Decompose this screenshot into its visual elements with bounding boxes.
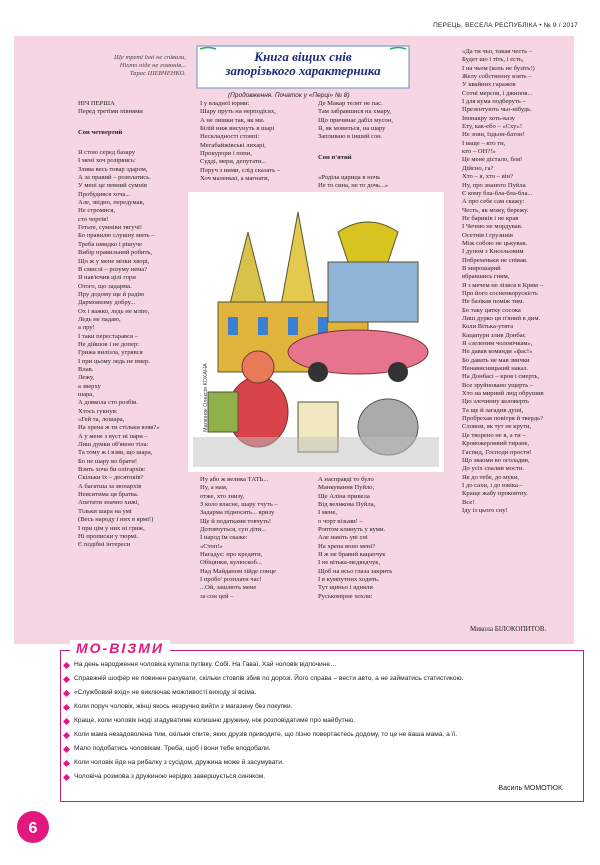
poem-line: Я з мечем не лізвся в Крим – <box>462 281 543 289</box>
movizmy-item: На день народження чоловіка купила путівку. Собі. На Гаваї. Хай чоловік відпочине… <box>74 661 337 668</box>
poem-line: кто – ОН?!» <box>462 148 496 156</box>
poem-line: Не бариків і не крав <box>462 214 519 222</box>
movizmy-item: Краще, коли чоловік іноді згадуватиме колишню дружину, ніж розповідатиме про майбутню. <box>74 717 355 724</box>
poem-line: Прокурори і попи, <box>200 150 252 158</box>
poem-column-4 <box>462 48 572 515</box>
poem-line: Влав. <box>78 365 94 373</box>
poem-line: Не стромися, <box>78 207 116 215</box>
movizmy-item: Коли мама незадоволена тим, скільки спите, яких друзів приводите, що пізно повертаєтесь додому, то це не ваша мама, а її. <box>74 731 458 738</box>
poem-line: Бо правилю слушну мить – <box>78 232 155 240</box>
poem-line: Це мене дістало, бля! <box>462 156 523 164</box>
movizmy-item: Чоловіча розмова з дружиною нерідко завершується синяком. <box>74 773 266 780</box>
poem-line: Між собою не цькував. <box>462 239 528 247</box>
poem-line: Все зруйновано ущерть – <box>462 381 534 389</box>
subtitle: (Продовження. Початок у «Перці» № 8) <box>228 92 350 99</box>
poem-line: Бо не шару во брати! <box>78 457 138 465</box>
poem-line: «Да ти чьо, такая честь – <box>462 48 533 55</box>
poem-line: Інонакру хоть-казу <box>462 114 515 122</box>
poem-line: «Гей та, лошара, <box>78 416 125 424</box>
poem-line: Гетьте, сумніви тягучі! <box>78 224 143 232</box>
movizmy-item: Коли чоловік йде на рибалку з сусідом, дружина може й засумувати. <box>74 759 284 766</box>
epigraph-line: Ще треті їхні не співали, <box>114 54 186 61</box>
title-line-2: запорізького характерника <box>225 63 381 78</box>
poem-line: Скільки їх – десятоків? <box>78 474 144 482</box>
poem-line: Осетнів і грузинів <box>462 231 513 239</box>
poem-line: Грижа вилізла, угрявся <box>78 349 143 357</box>
poem-line: І таки перестарався – <box>78 332 138 340</box>
poem-line: І при цьому ледь не вмер. <box>78 357 150 365</box>
poem-line: Та ще й загадив душі, <box>462 406 524 414</box>
poem-line: І для кума подберуть – <box>462 98 526 106</box>
poem-line: Хто на мирний люд обрушив <box>462 390 544 398</box>
poem-line: На Донбасі – кров і смерть, <box>462 373 540 381</box>
movizmy-item: Коли поруч чоловік, жінці якось незручно вийти з магазину без покупки. <box>74 703 293 710</box>
poem-line: А не лишки так, як ми. <box>200 116 265 124</box>
poem-line: І до сахи, і до ювіка – <box>462 481 523 489</box>
poem-line: Не базікав поміж тим. <box>462 298 524 306</box>
poem-line: Честь, як можу, бережу. <box>462 206 529 214</box>
poem-line: І на чьом (коль не бузіть!) <box>462 64 535 72</box>
poem-line: Що зваоми во оголадив, <box>462 456 530 464</box>
poem-line: Все! <box>462 498 475 506</box>
poem-line: НІЧ ПЕРША <box>78 100 115 107</box>
poem-line: І ваще – кто ти, <box>462 139 506 147</box>
poem-line: Ну, а нам, <box>200 484 228 492</box>
epigraph-line: Ніхто ніде не гомонів... <box>119 62 186 69</box>
poem-line <box>78 117 188 123</box>
poem-line: Про його сосненкорускість <box>462 289 539 297</box>
poem-line: Роптом клинуть у куми. <box>318 526 386 534</box>
poem-line: Коли Вітька-утята <box>462 323 514 331</box>
poem-line: «Роділа царица в ночь <box>318 174 381 182</box>
movizmy-item: «Службовий вхід» не виключає можливості виходу зі всіма. <box>74 689 257 696</box>
poem-line: Нескладності стовпі: <box>200 133 260 141</box>
movizmy-title: МО-ВІЗМИ <box>70 640 170 656</box>
poem-line: І дупом з Кисельовим <box>462 248 524 256</box>
poem-line: Нагадує: про кредити, <box>200 551 263 559</box>
poem-line: Але навіть уві сні <box>318 534 368 542</box>
poem-line: Ну або ж велика ТАТЬ... <box>200 476 269 483</box>
poem-line: Бо давать не мав звички <box>462 356 530 364</box>
poem-line: Лиш дурко ця п'яний в дим. <box>462 315 541 322</box>
poem-line: Дотовчуться, сун діти... <box>200 526 267 534</box>
poem-line: о чорт візьми! – <box>318 517 363 525</box>
poem-line: Цю злочинну коловерть <box>462 398 529 406</box>
poem-column-1 <box>78 100 188 550</box>
poem-line: Ледь не падаю, <box>78 315 121 323</box>
poem-line: І не вітька-медведчук, <box>318 559 381 567</box>
poem-line: І Чечню не мордував. <box>462 223 523 231</box>
poem-line: І народ їм скаже: <box>200 534 248 542</box>
poem-line: Пру додому ще й радію <box>78 290 145 298</box>
poem-line: А багатша за монархів <box>78 482 142 490</box>
poem-line: Не дійшов і не допер: <box>78 340 140 348</box>
poem-author: Микола БІЛОКОПИТОВ. <box>470 625 547 633</box>
poem-column-2 <box>200 100 310 183</box>
poem-line: Щоб на всьо глаза закрить <box>318 567 393 575</box>
poem-line: Треба швидко і рішуче <box>78 240 143 248</box>
poem-line: Мегабайжівські лихарі, <box>200 141 266 149</box>
poem-line: Як до тебе, до муки, <box>462 473 519 481</box>
poem-line: Апетити значно хижі, <box>78 499 140 507</box>
poem-line: Лиш думки об'явою тіла: <box>78 441 149 449</box>
poem-line: А довкола сто розбів. <box>78 399 138 407</box>
poem-line: Презентують чьо-нібудь. <box>462 106 532 114</box>
poem-line: Сотні мерсов, і джипов... <box>462 89 533 97</box>
poem-line: Хто – я, хто – він? <box>462 173 513 181</box>
poem-line: Є подібні інтереси <box>78 541 131 549</box>
poem-line: а зверху <box>78 382 101 390</box>
page-number-badge <box>14 808 52 846</box>
poem-line: Ну, про знаного Пуйла <box>462 181 526 189</box>
poem-column-3 <box>318 100 418 191</box>
poem-line: Від великова Пуйла, <box>318 501 376 509</box>
poem-line: Я, як мовиться, на шару <box>318 125 386 133</box>
poem-line: В смислі – розуму нема? <box>78 265 148 273</box>
poem-line: На хрена воно мені? <box>318 542 376 550</box>
poem-line: Але, звідно, передумав, <box>78 199 145 207</box>
poem-line: Я «зеленим чоловічкам», <box>462 340 533 348</box>
page-number: 6 <box>28 820 38 837</box>
poem-line: І в кумпутних ходить. <box>318 576 380 584</box>
poem-line: сто чортів! <box>78 215 109 223</box>
poem-line: Запливаю в інший сон. <box>318 133 383 141</box>
poem-line: А у мене з вуст ні пари – <box>78 432 148 440</box>
poem-line: Злива весь товар здаром, <box>78 165 148 173</box>
poem-line: Дійсно, га? <box>462 164 494 172</box>
poem-line: І мене, <box>318 509 338 517</box>
poem-line: А насправді то було <box>318 476 374 483</box>
movizmy-author: Василь МОМОТЮК. <box>498 785 564 792</box>
poem-line: (Весь народу і них в ярмі!) <box>78 516 154 524</box>
poem-column-6 <box>318 476 428 601</box>
poem-line: З коло власне, шару тчуть – <box>200 501 278 509</box>
poem-line: Ще Аліна привела <box>318 492 370 500</box>
poem-line: Желу собственну взять – <box>462 73 532 81</box>
poem-line: Будет шо і тіть, і єсть, <box>462 56 524 64</box>
title-banner <box>196 45 410 89</box>
running-header: ПЕРЕЦЬ. ВЕСЕЛА РЕСПУБЛІКА • № 9 / 2017 <box>433 22 578 29</box>
poem-line: І пробо' розплати час! <box>200 576 262 584</box>
poem-line: Невситима ця братва. <box>78 491 139 499</box>
poem-line: «Стоп!» <box>200 542 223 550</box>
poem-line: Не зови, їздьон-батон! <box>462 131 525 139</box>
poem-line: Бо таку цятку сосока <box>462 306 521 314</box>
poem-line: Тут щиньо і ядняли <box>318 584 373 592</box>
poem-line <box>318 142 418 148</box>
poem-line: отже, хто знизу, <box>200 492 245 500</box>
poem-line: Там забравшися на хмару, <box>318 108 391 116</box>
title-line-1: Книга віщих снів <box>254 49 352 64</box>
poem-line: а пру! <box>78 324 95 332</box>
poem-line: Руськомірне хохли: <box>318 592 373 600</box>
poem-line: ...Ой, зашлють мене <box>200 584 257 592</box>
poem-line: Пробрехав повітря й твердь? <box>462 415 544 423</box>
poem-column-5 <box>200 476 310 601</box>
poem-line: Що ж у мене мізки хворі, <box>78 257 150 265</box>
poem-line: Та тому ж і взяв, що шара, <box>78 449 153 457</box>
poem-line: Сон четвертий <box>78 128 123 136</box>
poem-line: Краще жабу проковтну. <box>462 490 528 498</box>
poem-line: Поруч з ними, слід сказать – <box>200 166 281 174</box>
poem-line: Пробудився хоча... <box>78 190 131 198</box>
poem-line: Тільки шара на умі <box>78 507 132 515</box>
poem-line: Є кому бла-бла-бла-бла... <box>462 189 533 197</box>
poem-line: вбравшись гним, <box>462 273 510 281</box>
epigraph-author: Тарас ШЕВЧЕНКО. <box>129 70 186 77</box>
poem-line: Задарма підносять... кризу <box>200 509 275 517</box>
poem-line: Ні прописки у тюрмі. <box>78 532 139 540</box>
poem-line: Я ж не бравий кацапчук <box>318 551 386 559</box>
poem-line: Взять хоча би олігархів: <box>78 466 146 474</box>
poem-line: Ох і важко, ледь не млію, <box>78 307 150 315</box>
poem-line: Хоч маленькі, а магнати, <box>200 175 270 183</box>
poem-line: Отого, що задарма. <box>78 282 132 290</box>
poem-line: Іду із цього сну! <box>462 506 508 514</box>
poem-line: Де Макар телят не пас. <box>318 100 383 107</box>
poem-line: Гаспид, Господи прости! <box>462 448 532 456</box>
poem-line: шара, <box>78 391 94 398</box>
movizmy-item: Справжній шофер не повинен рахувати, скільки стовпів збив по дорозі. Його справа – вести авто, а не займатись статистикою. <box>74 675 464 682</box>
poem-line: Кровожерливий тиране, <box>462 440 530 448</box>
poem-line: Я нав'ючив цілі гори <box>78 274 136 282</box>
illustration-credit: Малюнок Олексія КОХАНА <box>203 363 209 432</box>
epigraph <box>90 54 186 78</box>
poem-line: Ще й податками товчуть! <box>200 517 272 525</box>
poem-line: І при цім у них ні гриж, <box>78 524 145 532</box>
poem-line: Шару пруть на нерподісях, <box>200 108 276 116</box>
poem-line: Що причинає дабіл мусон, <box>318 116 394 124</box>
poem-line: Перед третіми півнями <box>78 108 143 116</box>
poem-line: І мені хоч розірвись: <box>78 157 136 165</box>
poem-line: Словом, як тут не крути, <box>462 423 532 431</box>
poem-line: Хтось гукнув: <box>78 407 118 415</box>
poem-line: Дармовизму добру... <box>78 299 136 307</box>
poem-line: Судді, мери, депутати... <box>200 158 267 166</box>
poem-line: А про себе сам скажу: <box>462 198 525 206</box>
poem-line: У квайних гаражов <box>462 81 516 89</box>
poem-line: В мирошарий <box>462 264 501 272</box>
cartoon-illustration <box>188 192 444 472</box>
poem-line: До усіх спалив мости. <box>462 465 525 473</box>
poem-line: Ету, как-ебо – «Сху»! <box>462 123 523 131</box>
poem-line: Вибір правильний робить, <box>78 249 152 257</box>
poem-line: У мені це певний сумнів <box>78 182 148 190</box>
poem-line: Обіцянки, кулюскоб... <box>200 559 262 567</box>
poem-line: Це творено не я, а ти – <box>462 431 526 439</box>
poem-line: Білій ниж висунуть в шарі <box>200 125 275 133</box>
poem-line: І у владної юрми: <box>200 100 250 107</box>
poem-line: Лежу, <box>78 374 95 382</box>
poem-line: за сон цей – <box>200 592 234 600</box>
poem-line: А за правий – розплатись. <box>78 174 151 182</box>
poem-line: Я стою серед базару <box>78 149 136 157</box>
poem-line: На хрена ж ти стільки взяв?» <box>78 424 160 432</box>
poem-line: Побрехеньки не співав. <box>462 256 528 264</box>
poem-line: Ненависницький наказ. <box>462 365 528 373</box>
poem-line: Не то сина, не то дочь...» <box>318 182 389 190</box>
poem-line: Не давав команди «фас!» <box>462 348 533 356</box>
poem-line: Манкування Пуйло, <box>318 484 375 492</box>
poem-line: Кацапури злив Донбас <box>462 331 526 339</box>
movizmy-item: Мало подобатись чоловікам. Треба, щоб і вони тебе вподобали. <box>74 745 271 752</box>
poem-line: Над Майданом зійде сонце <box>200 567 276 575</box>
poem-line: Сон п'ятий <box>318 153 352 161</box>
